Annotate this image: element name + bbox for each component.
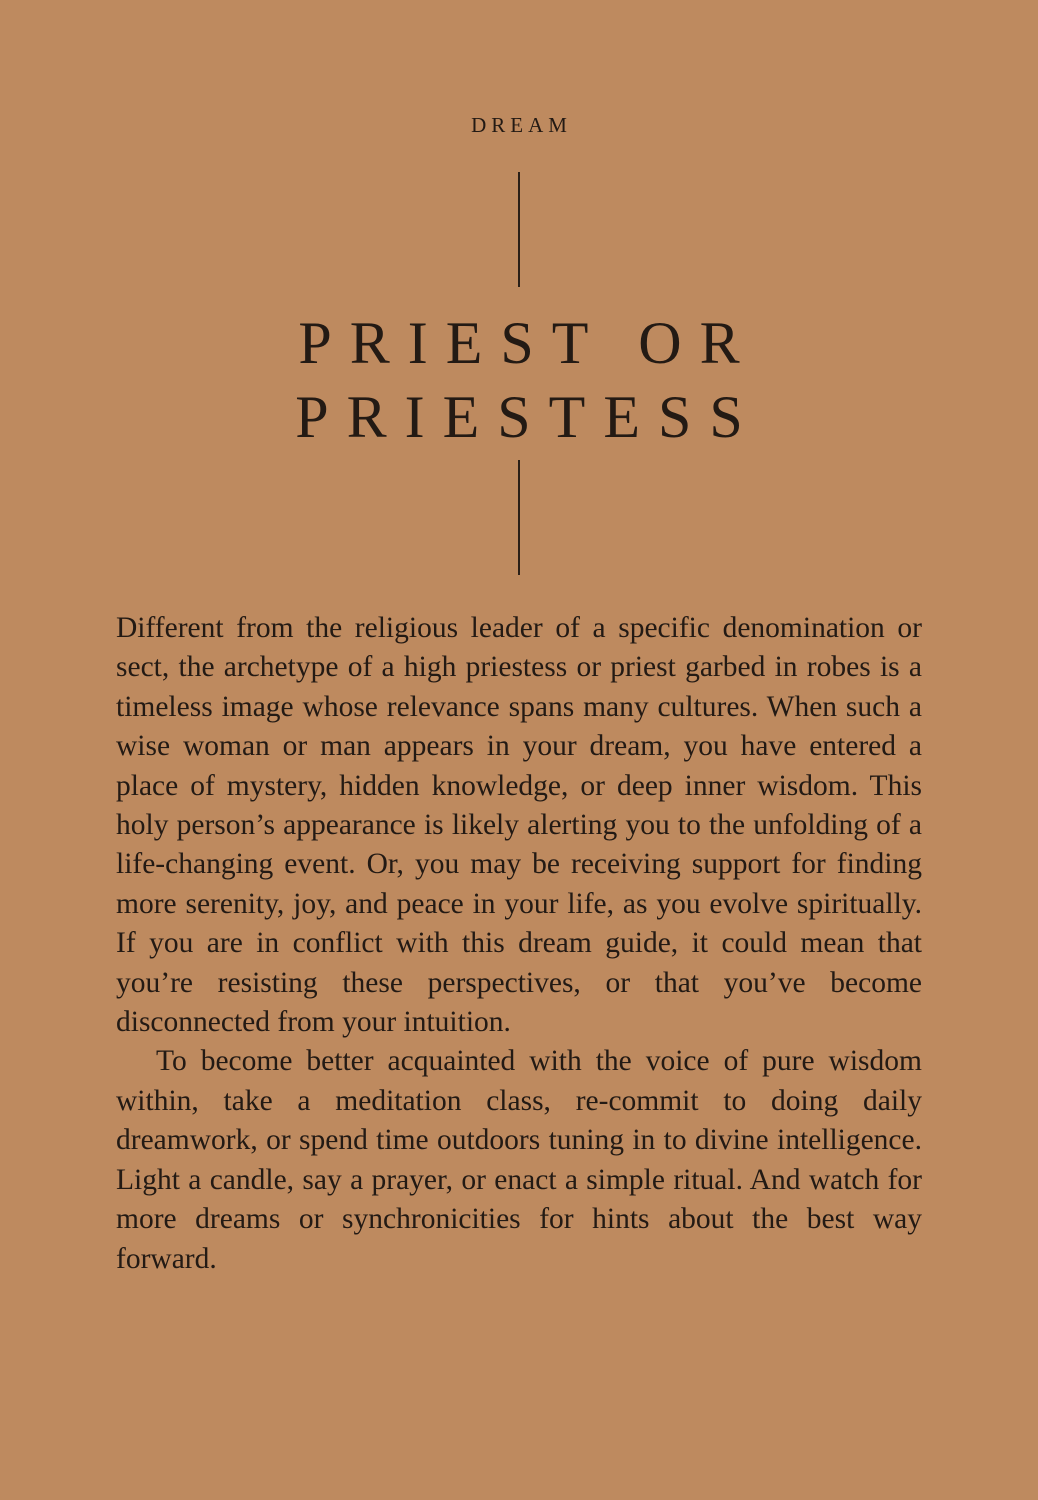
- paragraph-1: Different from the religious leader of a specific denomination or sect, the archetype of a high priestess or priest garbed in robes is a timeless image whose relevance spans many cultures. When such a wise woman or man appears in your dream, you have entered a place of mystery, hidden knowledge, or deep inner wisdom. This holy person’s appearance is likely alerting you to the unfolding of a life-changing event. Or, you may be receiving support for finding more serenity, joy, and peace in your life, as you evolve spiritually. If you are in conflict with this dream guide, it could mean that you’re resisting these perspectives, or that you’ve become disconnected from your intuition.: [116, 612, 922, 1039]
- page-title: [0, 306, 1038, 454]
- title-line-1: PRIEST OR: [298, 310, 758, 376]
- running-head: DREAM: [471, 113, 572, 137]
- top-divider-line: [518, 172, 520, 287]
- bottom-divider-line: [518, 460, 520, 575]
- body-text: [116, 609, 922, 1279]
- paragraph-2: To become better acquainted with the voice of pure wisdom within, take a meditation class, re-commit to doing daily dreamwork, or spend time outdoors tuning in to divine intelligence. Light a candle, say a prayer, or enact a simple ritual. And watch for more dreams or synchronicities for hints about the best way forward.: [116, 1045, 922, 1275]
- title-line-2: PRIESTESS: [295, 384, 761, 450]
